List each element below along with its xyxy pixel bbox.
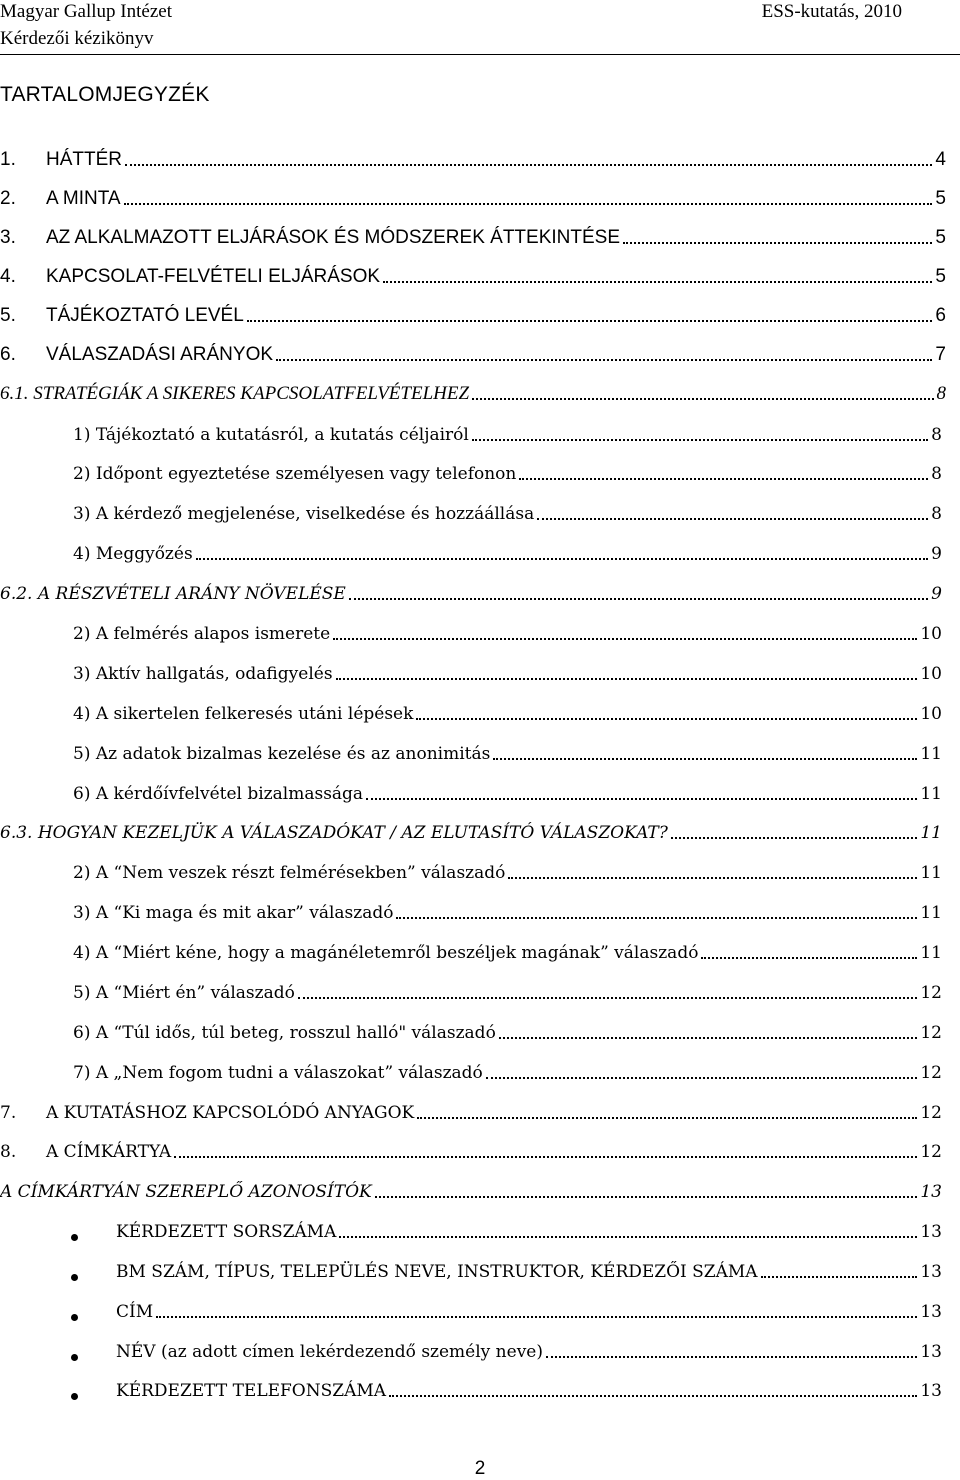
- toc-entry-number: 6.: [0, 344, 16, 365]
- toc-entry-text: 3) A “Ki maga és mit akar” válaszadó: [73, 903, 394, 923]
- toc-subentry[interactable]: [0, 696, 960, 726]
- toc-entry-page: 5: [935, 266, 946, 287]
- toc-entry-page: 11: [920, 744, 942, 764]
- toc-subentry[interactable]: [0, 776, 960, 806]
- dot-leader: [671, 837, 917, 839]
- toc-entry[interactable]: [0, 259, 960, 289]
- toc-entry[interactable]: [0, 1134, 960, 1164]
- dot-leader: [508, 877, 917, 879]
- toc-entry-text: A MINTA: [46, 188, 121, 209]
- toc-entry-text: HÁTTÉR: [46, 149, 122, 170]
- toc-subentry[interactable]: [0, 1055, 960, 1085]
- dot-leader: [537, 518, 928, 520]
- toc-entry[interactable]: [0, 181, 960, 211]
- dot-leader: [196, 558, 929, 560]
- toc-entry-page: 11: [920, 943, 942, 963]
- toc-subentry[interactable]: [0, 975, 960, 1005]
- toc-entry-page: 12: [920, 1142, 942, 1162]
- dot-leader: [298, 997, 918, 999]
- toc-entry-text: CÍM: [116, 1302, 154, 1322]
- dot-leader: [383, 281, 932, 283]
- toc-bullet-entry[interactable]: [0, 1294, 960, 1324]
- toc-entry-page: 12: [920, 983, 942, 1003]
- header-organization: Magyar Gallup Intézet: [0, 1, 172, 22]
- toc-entry-page: 11: [920, 784, 942, 804]
- dot-leader: [417, 1117, 917, 1119]
- dot-leader: [396, 917, 917, 919]
- toc-subentry[interactable]: [0, 1015, 960, 1045]
- toc-subentry[interactable]: [0, 496, 960, 526]
- toc-entry-page: 11: [920, 823, 942, 843]
- toc-title: TARTALOMJEGYZÉK: [0, 83, 210, 106]
- toc-entry-text: 2) Időpont egyeztetése személyesen vagy telefonon: [73, 464, 517, 484]
- toc-entry-text: 7) A „Nem fogom tudni a válaszokat” válaszadó: [73, 1063, 483, 1083]
- toc-entry-page: 4: [935, 149, 946, 170]
- toc-entry-number: 1.: [0, 149, 16, 170]
- toc-subentry[interactable]: [0, 935, 960, 965]
- toc-bullet-entry[interactable]: [0, 1214, 960, 1244]
- dot-leader: [336, 678, 918, 680]
- toc-entry-text: A CÍMKÁRTYA: [46, 1142, 172, 1162]
- toc-entry-number: 4.: [0, 266, 16, 287]
- toc-entry-text: TÁJÉKOZTATÓ LEVÉL: [46, 305, 244, 326]
- dot-leader: [349, 598, 928, 600]
- toc-entry-number: 2.: [0, 188, 16, 209]
- toc-entry-page: 5: [935, 227, 946, 248]
- toc-entry-page: 8: [931, 425, 942, 445]
- toc-entry-text: VÁLASZADÁSI ARÁNYOK: [46, 344, 274, 365]
- toc-entry-page: 13: [920, 1302, 942, 1322]
- toc-entry-page: 8: [931, 464, 942, 484]
- toc-entry-text: 6) A “Túl idős, túl beteg, rosszul halló" válaszadó: [73, 1023, 496, 1043]
- toc-section-entry[interactable]: [0, 376, 960, 406]
- toc-entry-page: 6: [935, 305, 946, 326]
- dot-leader: [519, 478, 928, 480]
- dot-leader: [174, 1156, 917, 1158]
- toc-entry-page: 13: [920, 1182, 942, 1202]
- toc-entry-number: 5.: [0, 305, 16, 326]
- dot-leader: [333, 638, 917, 640]
- toc-entry[interactable]: [0, 220, 960, 250]
- toc-bullet-entry[interactable]: [0, 1373, 960, 1403]
- toc-entry-page: 10: [920, 664, 942, 684]
- toc-entry-text: 6.1. STRATÉGIÁK A SIKERES KAPCSOLATFELVÉTELHEZ: [0, 383, 470, 404]
- toc-entry-text: KÉRDEZETT TELEFONSZÁMA: [116, 1381, 387, 1401]
- toc-entry-page: 12: [920, 1063, 942, 1083]
- toc-entry[interactable]: [0, 142, 960, 172]
- toc-section-entry[interactable]: [0, 1174, 960, 1204]
- toc-entry[interactable]: [0, 1095, 960, 1125]
- toc-entry[interactable]: [0, 298, 960, 328]
- dot-leader: [124, 203, 933, 205]
- toc-entry-text: BM SZÁM, TÍPUS, TELEPÜLÉS NEVE, INSTRUKTOR, KÉRDEZŐI SZÁMA: [116, 1262, 758, 1282]
- toc-entry-page: 11: [920, 903, 942, 923]
- dot-leader: [366, 798, 917, 800]
- toc-entry-text: 1) Tájékoztató a kutatásról, a kutatás céljairól: [73, 425, 469, 445]
- toc-entry-page: 12: [920, 1103, 942, 1123]
- toc-entry[interactable]: [0, 337, 960, 367]
- toc-subentry[interactable]: [0, 736, 960, 766]
- toc-entry-text: A KUTATÁSHOZ KAPCSOLÓDÓ ANYAGOK: [46, 1103, 415, 1123]
- header-document-title: Kérdezői kézikönyv: [0, 28, 154, 49]
- toc-entry-number: 3.: [0, 227, 16, 248]
- toc-bullet-entry[interactable]: [0, 1254, 960, 1284]
- toc-entry-page: 13: [920, 1222, 942, 1242]
- toc-entry-text: KÉRDEZETT SORSZÁMA: [116, 1222, 337, 1242]
- page-number: 2: [474, 1458, 486, 1479]
- toc-subentry[interactable]: [0, 536, 960, 566]
- dot-leader: [701, 957, 917, 959]
- toc-entry-page: 5: [935, 188, 946, 209]
- dot-leader: [156, 1316, 917, 1318]
- dot-leader: [276, 359, 932, 361]
- toc-entry-text: KAPCSOLAT-FELVÉTELI ELJÁRÁSOK: [46, 266, 381, 287]
- toc-bullet-entry[interactable]: [0, 1334, 960, 1364]
- toc-entry-page: 8: [931, 504, 942, 524]
- toc-subentry[interactable]: [0, 895, 960, 925]
- dot-leader: [247, 320, 933, 322]
- toc-entry-text: NÉV (az adott címen lekérdezendő személy neve): [116, 1342, 543, 1362]
- toc-subentry[interactable]: [0, 616, 960, 646]
- toc-entry-text: 3) Aktív hallgatás, odafigyelés: [73, 664, 333, 684]
- toc-entry-page: 10: [920, 624, 942, 644]
- dot-leader: [472, 398, 933, 400]
- dot-leader: [493, 758, 917, 760]
- dot-leader: [499, 1037, 918, 1039]
- dot-leader: [125, 164, 932, 166]
- header-study: ESS-kutatás, 2010: [761, 1, 902, 22]
- toc-entry-page: 13: [920, 1381, 942, 1401]
- toc-entry-page: 12: [920, 1023, 942, 1043]
- toc-entry-text: 3) A kérdező megjelenése, viselkedése és hozzáállása: [73, 504, 535, 524]
- toc-subentry[interactable]: [0, 855, 960, 885]
- toc-subentry[interactable]: [0, 417, 960, 447]
- toc-entry-text: 5) Az adatok bizalmas kezelése és az anonimitás: [73, 744, 491, 764]
- toc-section-entry[interactable]: [0, 815, 960, 845]
- toc-entry-page: 10: [920, 704, 942, 724]
- dot-leader: [389, 1395, 917, 1397]
- header-rule: [0, 54, 960, 55]
- toc-entry-text: 4) A “Miért kéne, hogy a magánéletemről beszéljek magának” válaszadó: [73, 943, 699, 963]
- toc-entry-page: 9: [931, 584, 942, 604]
- dot-leader: [546, 1356, 917, 1358]
- toc-entry-text: 5) A “Miért én” válaszadó: [73, 983, 295, 1003]
- toc-subentry[interactable]: [0, 456, 960, 486]
- toc-entry-text: 2) A felmérés alapos ismerete: [73, 624, 331, 644]
- dot-leader: [486, 1077, 918, 1079]
- toc-entry-text: 6.2. A RÉSZVÉTELI ARÁNY NÖVELÉSE: [0, 584, 346, 604]
- toc-entry-page: 9: [931, 544, 942, 564]
- dot-leader: [761, 1276, 918, 1278]
- dot-leader: [339, 1236, 917, 1238]
- toc-entry-page: 13: [920, 1342, 942, 1362]
- toc-entry-text: 4) A sikertelen felkeresés utáni lépések: [73, 704, 414, 724]
- dot-leader: [623, 242, 932, 244]
- dot-leader: [416, 718, 917, 720]
- toc-entry-text: 2) A “Nem veszek részt felmérésekben” válaszadó: [73, 863, 506, 883]
- toc-subentry[interactable]: [0, 656, 960, 686]
- toc-entry-text: 6) A kérdőívfelvétel bizalmassága: [73, 784, 364, 804]
- toc-section-entry[interactable]: [0, 576, 960, 606]
- toc-entry-text: AZ ALKALMAZOTT ELJÁRÁSOK ÉS MÓDSZEREK ÁTTEKINTÉSE: [46, 227, 621, 248]
- dot-leader: [375, 1196, 918, 1198]
- toc-entry-page: 8: [936, 383, 946, 404]
- dot-leader: [472, 439, 928, 441]
- toc-entry-page: 7: [935, 344, 946, 365]
- toc-entry-text: A CÍMKÁRTYÁN SZEREPLŐ AZONOSÍTÓK: [0, 1182, 372, 1202]
- toc-entry-page: 11: [920, 863, 942, 883]
- toc-entry-number: 7.: [0, 1103, 17, 1123]
- toc-entry-number: 8.: [0, 1142, 17, 1162]
- toc-entry-page: 13: [920, 1262, 942, 1282]
- toc-entry-text: 6.3. HOGYAN KEZELJÜK A VÁLASZADÓKAT / AZ ELUTASÍTÓ VÁLASZOKAT?: [0, 823, 668, 843]
- toc-entry-text: 4) Meggyőzés: [73, 544, 193, 564]
